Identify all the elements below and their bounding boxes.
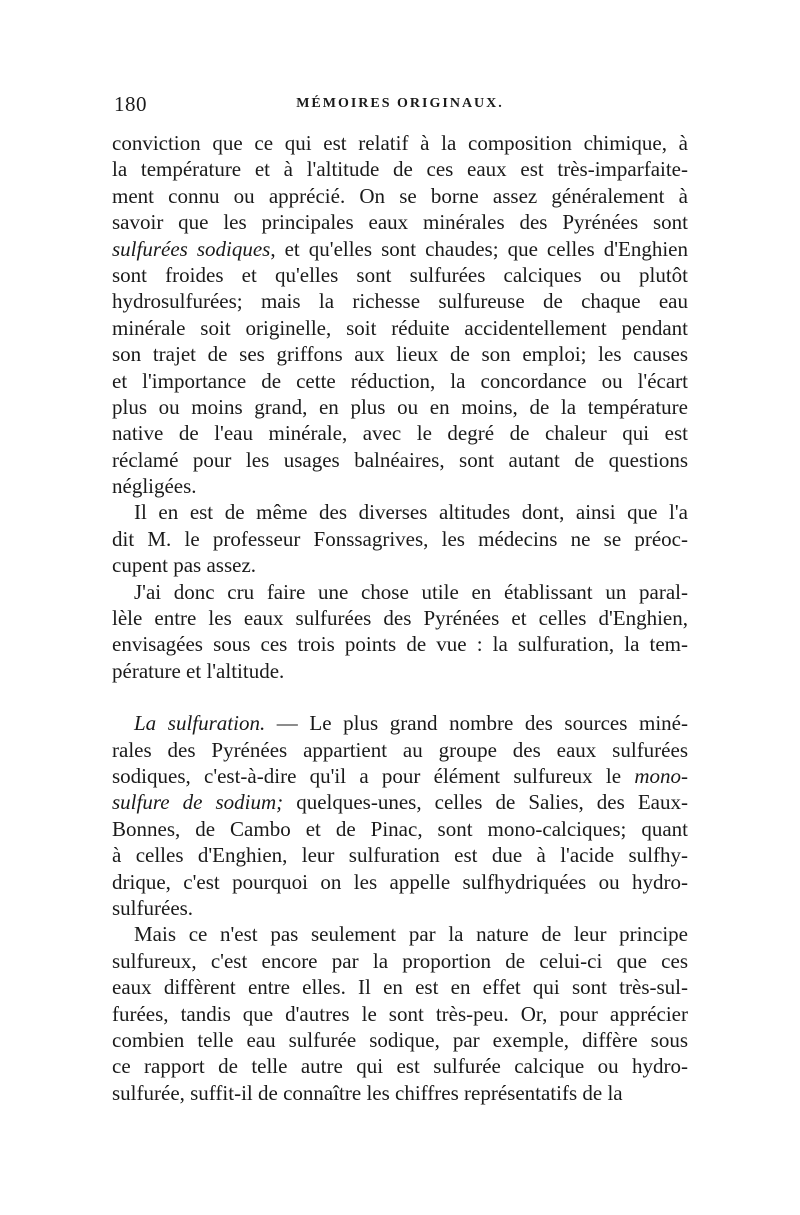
line-text: envisagées sous ces trois points de vue : la sulfuration, la tem-	[112, 632, 688, 657]
line-text: sulfurée, suffit-il de connaître les chiffres représentatifs de la	[112, 1080, 623, 1105]
text-line	[112, 842, 688, 868]
line-text: savoir que les principales eaux minérales des Pyrénées sont	[112, 210, 688, 235]
text-line	[112, 1053, 688, 1079]
body-text	[112, 130, 688, 1106]
line-text: hydrosulfurées; mais la richesse sulfureuse de chaque eau	[112, 289, 688, 314]
paragraph	[112, 579, 688, 685]
line-text: — Le plus grand nombre des sources miné-	[265, 711, 688, 736]
paragraph	[112, 921, 688, 1106]
line-text: négligées.	[112, 474, 197, 499]
text-line	[112, 368, 688, 394]
italic-text: La sulfuration.	[134, 711, 266, 736]
text-line	[112, 262, 688, 288]
paragraph	[112, 130, 688, 499]
text-line	[112, 737, 688, 763]
text-line	[112, 315, 688, 341]
line-text: sulfurées.	[112, 895, 194, 920]
text-line	[112, 948, 688, 974]
text-line	[112, 209, 688, 235]
text-line	[112, 869, 688, 895]
line-text: pérature et l'altitude.	[112, 658, 285, 683]
line-text: native de l'eau minérale, avec le degré de chaleur qui est	[112, 421, 688, 446]
line-text: et l'importance de cette réduction, la concordance ou l'écart	[112, 368, 688, 393]
line-text: rales des Pyrénées appartient au groupe des eaux sulfurées	[112, 737, 688, 762]
line-text: lèle entre les eaux sulfurées des Pyrénées et celles d'Enghien,	[112, 606, 688, 631]
text-line	[112, 1080, 688, 1106]
page-number: 180	[114, 92, 147, 116]
text-line	[112, 921, 688, 947]
line-text: quelques-unes, celles de Salies, des Eaux-	[283, 790, 688, 815]
paragraph	[112, 499, 688, 578]
text-line	[112, 658, 688, 684]
line-text: dit M. le professeur Fonssagrives, les médecins ne se préoc-	[112, 526, 688, 551]
text-line	[112, 816, 688, 842]
text-line	[112, 895, 688, 921]
text-line	[112, 499, 688, 525]
text-line	[112, 552, 688, 578]
line-text: réclamé pour les usages balnéaires, sont autant de questions	[112, 447, 688, 472]
text-line	[112, 974, 688, 1000]
section-gap	[112, 684, 688, 710]
text-line	[112, 473, 688, 499]
line-text: , et qu'elles sont chaudes; que celles d'Enghien	[270, 236, 688, 261]
text-line	[112, 394, 688, 420]
line-text: J'ai donc cru faire une chose utile en établissant un paral-	[134, 579, 688, 604]
text-line	[112, 341, 688, 367]
line-text: Mais ce n'est pas seulement par la nature de leur principe	[134, 922, 688, 947]
text-line	[112, 156, 688, 182]
text-line	[112, 579, 688, 605]
italic-text: mono-	[634, 763, 688, 788]
line-text: conviction que ce qui est relatif à la composition chimique, à	[112, 131, 688, 155]
line-text: à celles d'Enghien, leur sulfuration est due à l'acide sulfhy-	[112, 843, 688, 868]
line-text: furées, tandis que d'autres le sont très-peu. Or, pour apprécier	[112, 1001, 688, 1026]
running-title: MÉMOIRES ORIGINAUX.	[296, 96, 504, 111]
line-text: combien telle eau sulfurée sodique, par exemple, diffère sous	[112, 1027, 688, 1052]
text-line	[112, 420, 688, 446]
italic-text: sulfure de sodium;	[112, 790, 284, 815]
line-text: sulfureux, c'est encore par la proportion de celui-ci que ces	[112, 948, 688, 973]
line-text: Il en est de même des diverses altitudes dont, ainsi que l'a	[134, 500, 688, 525]
text-line	[112, 1001, 688, 1027]
text-line	[112, 447, 688, 473]
line-text: son trajet de ses griffons aux lieux de son emploi; les causes	[112, 342, 688, 367]
text-line	[112, 631, 688, 657]
line-text: minérale soit originelle, soit réduite accidentellement pendant	[112, 315, 688, 340]
page-header	[112, 92, 688, 122]
italic-text: sulfurées sodiques	[112, 236, 271, 261]
book-page	[112, 92, 688, 1106]
text-line	[112, 1027, 688, 1053]
text-line	[112, 236, 688, 262]
line-text: eaux diffèrent entre elles. Il en est en effet qui sont très-sul-	[112, 975, 688, 1000]
text-line	[112, 288, 688, 314]
paragraph	[112, 710, 688, 921]
text-line	[112, 183, 688, 209]
line-text: la température et à l'altitude de ces eaux est très-imparfaite-	[112, 157, 688, 182]
text-line	[112, 710, 688, 736]
line-text: sodiques, c'est-à-dire qu'il a pour élément sulfureux le	[112, 763, 635, 788]
text-line	[112, 526, 688, 552]
text-line	[112, 763, 688, 789]
line-text: ment connu ou apprécié. On se borne assez généralement à	[112, 183, 688, 208]
text-line	[112, 605, 688, 631]
line-text: plus ou moins grand, en plus ou en moins, de la température	[112, 394, 688, 419]
line-text: cupent pas assez.	[112, 553, 257, 578]
line-text: sont froides et qu'elles sont sulfurées calciques ou plutôt	[112, 262, 688, 287]
line-text: drique, c'est pourquoi on les appelle sulfhydriquées ou hydro-	[112, 869, 688, 894]
text-line	[112, 789, 688, 815]
line-text: ce rapport de telle autre qui est sulfurée calcique ou hydro-	[112, 1054, 688, 1079]
line-text: Bonnes, de Cambo et de Pinac, sont mono-calciques; quant	[112, 816, 688, 841]
text-line	[112, 130, 688, 156]
